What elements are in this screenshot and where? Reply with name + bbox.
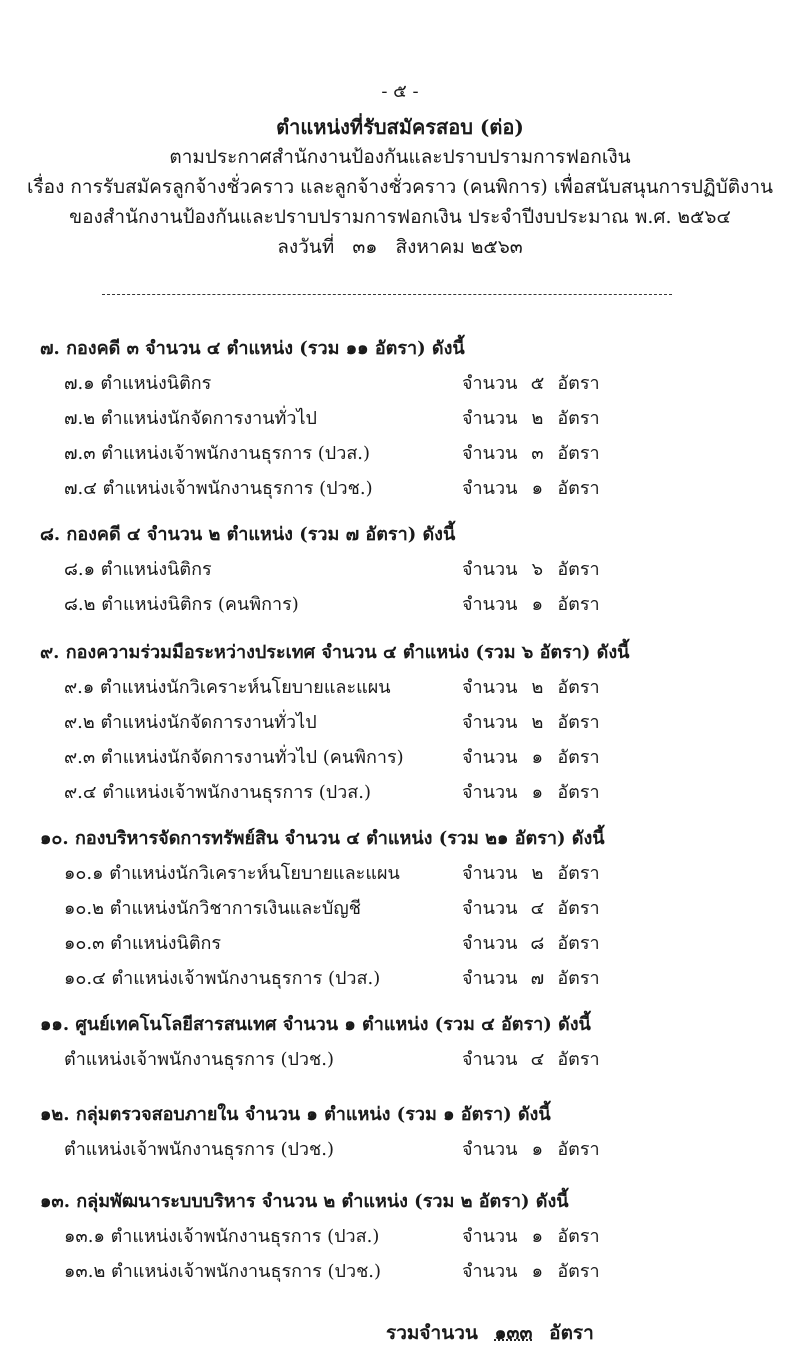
position-count bbox=[462, 368, 600, 397]
position-count bbox=[462, 707, 600, 736]
position-label: ๑๐.๔ ตำแหน่งเจ้าพนักงานธุรการ (ปวส.) bbox=[64, 968, 381, 989]
position-label: ๑๓.๑ ตำแหน่งเจ้าพนักงานธุรการ (ปวส.) bbox=[64, 1226, 380, 1247]
position-count bbox=[462, 928, 600, 957]
count-value: ๑ bbox=[531, 1226, 544, 1247]
unit-label: อัตรา bbox=[557, 408, 600, 429]
header-line-1: ตามประกาศสำนักงานป้องกันและปราบปรามการฟอกเงิน bbox=[169, 146, 631, 168]
page-title: ตำแหน่งที่รับสมัครสอบ (ต่อ) bbox=[276, 115, 524, 139]
count-value: ๗ bbox=[530, 968, 545, 989]
header-line-2: เรื่อง การรับสมัครลูกจ้างชั่วคราว และลูกจ้างชั่วคราว (คนพิการ) เพื่อสนับสนุนการปฏิบัติงาน bbox=[26, 176, 773, 198]
count-value: ๑ bbox=[531, 747, 544, 768]
count-value: ๕ bbox=[530, 373, 545, 394]
position-label: ๘.๒ ตำแหน่งนิติกร (คนพิการ) bbox=[64, 594, 299, 615]
count-label: จำนวน bbox=[462, 863, 518, 884]
count-value: ๘ bbox=[530, 933, 545, 954]
date-rest: สิงหาคม ๒๕๖๓ bbox=[395, 236, 523, 258]
count-label: จำนวน bbox=[462, 898, 518, 919]
position-count bbox=[462, 672, 600, 701]
position-label: ๗.๒ ตำแหน่งนักจัดการงานทั่วไป bbox=[64, 408, 317, 429]
position-count bbox=[462, 858, 600, 887]
count-value: ๑ bbox=[531, 594, 544, 615]
unit-label: อัตรา bbox=[557, 1261, 600, 1282]
count-label: จำนวน bbox=[462, 747, 518, 768]
date-prefix: ลงวันที่ bbox=[277, 236, 335, 258]
count-label: จำนวน bbox=[462, 443, 518, 464]
position-label: ๙.๑ ตำแหน่งนักวิเคราะห์นโยบายและแผน bbox=[64, 677, 391, 698]
position-label: ๑๐.๑ ตำแหน่งนักวิเคราะห์นโยบายและแผน bbox=[64, 863, 400, 884]
position-count bbox=[462, 742, 600, 771]
unit-label: อัตรา bbox=[557, 933, 600, 954]
position-count bbox=[462, 1044, 600, 1073]
position-count bbox=[462, 438, 600, 467]
section-title: ๗. กองคดี ๓ จำนวน ๔ ตำแหน่ง (รวม ๑๑ อัตรา) ดังนี้ bbox=[40, 338, 465, 359]
count-label: จำนวน bbox=[462, 1226, 518, 1247]
unit-label: อัตรา bbox=[557, 1139, 600, 1160]
count-label: จำนวน bbox=[462, 478, 518, 499]
unit-label: อัตรา bbox=[557, 747, 600, 768]
count-label: จำนวน bbox=[462, 1139, 518, 1160]
position-label: ๙.๔ ตำแหน่งเจ้าพนักงานธุรการ (ปวส.) bbox=[64, 782, 372, 803]
count-label: จำนวน bbox=[462, 373, 518, 394]
unit-label: อัตรา bbox=[557, 712, 600, 733]
position-label: ๙.๒ ตำแหน่งนักจัดการงานทั่วไป bbox=[64, 712, 317, 733]
count-value: ๒ bbox=[531, 863, 544, 884]
count-label: จำนวน bbox=[462, 408, 518, 429]
position-count bbox=[462, 554, 600, 583]
section-title: ๑๑. ศูนย์เทคโนโลยีสารสนเทศ จำนวน ๑ ตำแหน่ง (รวม ๔ อัตรา) ดังนี้ bbox=[40, 1014, 591, 1035]
count-value: ๒ bbox=[531, 677, 544, 698]
position-label: ๑๐.๒ ตำแหน่งนักวิชาการเงินและบัญชี bbox=[64, 898, 361, 919]
position-label: ๗.๑ ตำแหน่งนิติกร bbox=[64, 373, 212, 394]
count-value: ๑ bbox=[531, 782, 544, 803]
count-value: ๖ bbox=[531, 559, 544, 580]
position-count bbox=[462, 893, 600, 922]
count-value: ๓ bbox=[531, 443, 544, 464]
section-title: ๘. กองคดี ๔ จำนวน ๒ ตำแหน่ง (รวม ๗ อัตรา) ดังนี้ bbox=[40, 524, 456, 545]
position-label: ๑๓.๒ ตำแหน่งเจ้าพนักงานธุรการ (ปวช.) bbox=[64, 1261, 382, 1282]
grand-total bbox=[386, 1318, 594, 1348]
unit-label: อัตรา bbox=[557, 478, 600, 499]
section-title: ๑๒. กลุ่มตรวจสอบภายใน จำนวน ๑ ตำแหน่ง (รวม ๑ อัตรา) ดังนี้ bbox=[40, 1104, 551, 1125]
document-header bbox=[0, 112, 800, 262]
count-label: จำนวน bbox=[462, 559, 518, 580]
position-count bbox=[462, 963, 600, 992]
count-label: จำนวน bbox=[462, 1261, 518, 1282]
section-title: ๑๓. กลุ่มพัฒนาระบบบริหาร จำนวน ๒ ตำแหน่ง (รวม ๒ อัตรา) ดังนี้ bbox=[40, 1191, 569, 1212]
count-label: จำนวน bbox=[462, 712, 518, 733]
unit-label: อัตรา bbox=[557, 782, 600, 803]
unit-label: อัตรา bbox=[557, 677, 600, 698]
count-label: จำนวน bbox=[462, 968, 518, 989]
position-count bbox=[462, 589, 600, 618]
total-value: ๑๓๓ bbox=[494, 1322, 533, 1344]
count-value: ๑ bbox=[531, 478, 544, 499]
count-label: จำนวน bbox=[462, 594, 518, 615]
count-label: จำนวน bbox=[462, 1049, 518, 1070]
position-count bbox=[462, 473, 600, 502]
position-label: ๗.๓ ตำแหน่งเจ้าพนักงานธุรการ (ปวส.) bbox=[64, 443, 371, 464]
total-unit: อัตรา bbox=[549, 1322, 594, 1344]
section-title: ๑๐. กองบริหารจัดการทรัพย์สิน จำนวน ๔ ตำแหน่ง (รวม ๒๑ อัตรา) ดังนี้ bbox=[40, 828, 605, 849]
unit-label: อัตรา bbox=[557, 968, 600, 989]
unit-label: อัตรา bbox=[557, 1226, 600, 1247]
header-date bbox=[0, 232, 800, 262]
count-value: ๑ bbox=[531, 1261, 544, 1282]
section-title: ๙. กองความร่วมมือระหว่างประเทศ จำนวน ๔ ตำแหน่ง (รวม ๖ อัตรา) ดังนี้ bbox=[40, 642, 630, 663]
position-count bbox=[462, 1134, 600, 1163]
count-value: ๒ bbox=[531, 408, 544, 429]
position-label: ๘.๑ ตำแหน่งนิติกร bbox=[64, 559, 212, 580]
count-label: จำนวน bbox=[462, 677, 518, 698]
divider bbox=[102, 294, 672, 295]
count-value: ๔ bbox=[530, 1049, 545, 1070]
header-line-3: ของสำนักงานป้องกันและปราบปรามการฟอกเงิน ประจำปีงบประมาณ พ.ศ. ๒๕๖๔ bbox=[69, 206, 731, 228]
unit-label: อัตรา bbox=[557, 443, 600, 464]
count-value: ๒ bbox=[531, 712, 544, 733]
unit-label: อัตรา bbox=[557, 898, 600, 919]
count-label: จำนวน bbox=[462, 933, 518, 954]
position-label: ๙.๓ ตำแหน่งนักจัดการงานทั่วไป (คนพิการ) bbox=[64, 747, 404, 768]
date-day: ๓๑ bbox=[352, 236, 378, 258]
position-count bbox=[462, 777, 600, 806]
position-count bbox=[462, 403, 600, 432]
count-value: ๔ bbox=[530, 898, 545, 919]
unit-label: อัตรา bbox=[557, 559, 600, 580]
position-label: ๑๐.๓ ตำแหน่งนิติกร bbox=[64, 933, 222, 954]
position-count bbox=[462, 1221, 600, 1250]
count-label: จำนวน bbox=[462, 782, 518, 803]
unit-label: อัตรา bbox=[557, 863, 600, 884]
position-count bbox=[462, 1256, 600, 1285]
page-number: - ๕ - bbox=[381, 81, 419, 102]
position-label: ๗.๔ ตำแหน่งเจ้าพนักงานธุรการ (ปวช.) bbox=[64, 478, 373, 499]
position-label: ตำแหน่งเจ้าพนักงานธุรการ (ปวช.) bbox=[64, 1139, 334, 1160]
unit-label: อัตรา bbox=[557, 594, 600, 615]
count-value: ๑ bbox=[531, 1139, 544, 1160]
unit-label: อัตรา bbox=[557, 373, 600, 394]
total-label: รวมจำนวน bbox=[386, 1322, 478, 1344]
position-label: ตำแหน่งเจ้าพนักงานธุรการ (ปวช.) bbox=[64, 1049, 334, 1070]
unit-label: อัตรา bbox=[557, 1049, 600, 1070]
